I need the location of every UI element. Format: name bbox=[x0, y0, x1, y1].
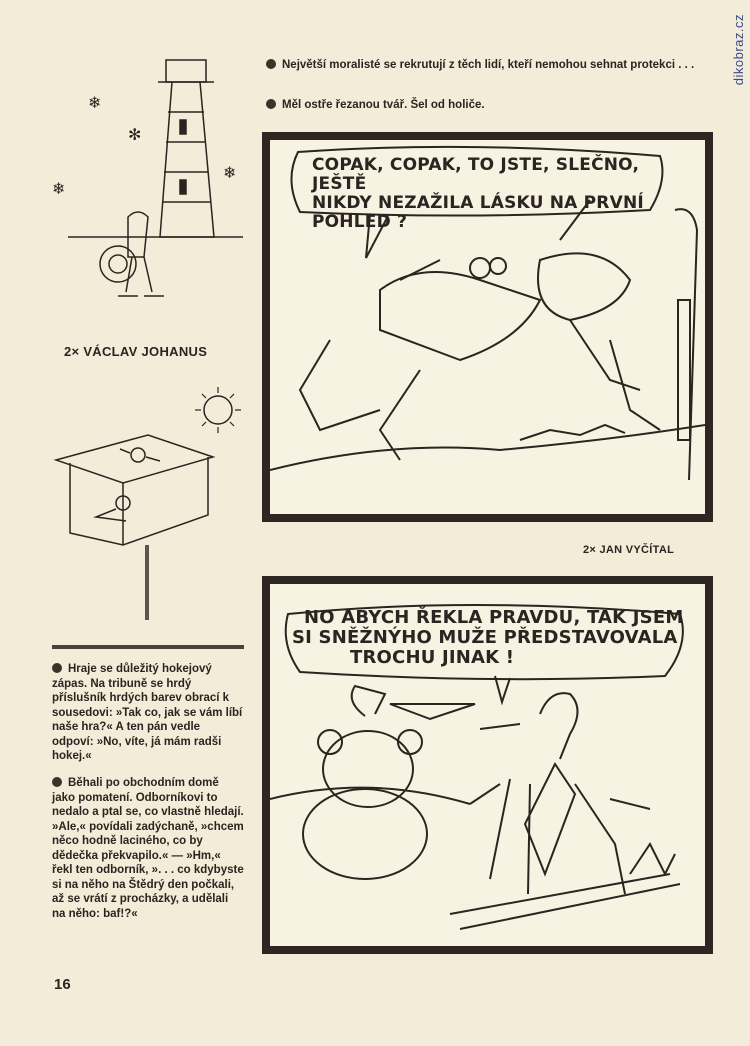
speech-line: NO ABYCH ŘEKLA PRAVDU, TAK JSEM bbox=[304, 607, 684, 628]
snowflake-icon: ✻ bbox=[128, 125, 142, 144]
site-watermark: dikobraz.cz bbox=[731, 14, 746, 86]
snowflake-icon: ❄ bbox=[88, 93, 102, 112]
sun-box-cartoon bbox=[48, 385, 248, 620]
lighthouse-cartoon bbox=[48, 52, 248, 317]
page-number: 16 bbox=[54, 976, 71, 993]
bullet-icon bbox=[52, 663, 62, 673]
speech-line: POHLED ? bbox=[312, 212, 408, 232]
credit-vycital: 2× JAN VYČÍTAL bbox=[583, 544, 675, 556]
cartoon-panel-bottom bbox=[262, 576, 713, 954]
section-divider bbox=[52, 645, 244, 649]
joke-dedecek bbox=[52, 776, 244, 921]
bullet-icon bbox=[266, 59, 276, 69]
speech-bubble-top bbox=[312, 156, 672, 232]
speech-line: COPAK, COPAK, TO JSTE, SLEČNO, JEŠTĚ bbox=[312, 155, 640, 194]
joke-hokej bbox=[52, 662, 244, 764]
joke-holic bbox=[266, 98, 726, 113]
credit-johanus: 2× VÁCLAV JOHANUS bbox=[64, 344, 208, 359]
joke-text: Běhali po obchodním domě jako pomatení. Odborníkovi to nedalo a ptal se, co vlastně hledají. »Ale,« povídali zadýchaně, »chcem něco hodně laciného, co by dědečka překvapilo.« — »Hm,« řekl ten odborník, ». . . co kdybyste si na něho na Štědrý den počkali, až se vrátí z procházky, a udělali na něho: baf!?« bbox=[52, 777, 244, 920]
speech-bubble-bottom bbox=[292, 608, 687, 668]
snowflake-icon: ❄ bbox=[52, 179, 66, 198]
joke-text: Hraje se důležitý hokejový zápas. Na tribuně se hrdý příslušník hrdých barev obrací k sousedovi: »Tak co, jak se vám líbí naše hra?« A ten pán vedle odpoví: »No, víte, já mám radši hokej.« bbox=[52, 663, 243, 762]
bullet-icon bbox=[266, 99, 276, 109]
cartoon-panel-top bbox=[262, 132, 713, 522]
joke-text: Měl ostře řezanou tvář. Šel od holiče. bbox=[282, 99, 485, 111]
speech-line: TROCHU JINAK ! bbox=[350, 647, 515, 668]
joke-text: Největší moralisté se rekrutují z těch lidí, kteří nemohou sehnat protekci . . . bbox=[282, 59, 695, 71]
speech-line: NIKDY NEZAŽILA LÁSKU NA PRVNÍ bbox=[312, 193, 644, 213]
snowflake-icon: ❄ bbox=[223, 163, 237, 182]
bullet-icon bbox=[52, 777, 62, 787]
speech-line: SI SNĚŽNÝHO MUŽE PŘEDSTAVOVALA bbox=[292, 627, 678, 648]
joke-protekce bbox=[266, 58, 726, 73]
